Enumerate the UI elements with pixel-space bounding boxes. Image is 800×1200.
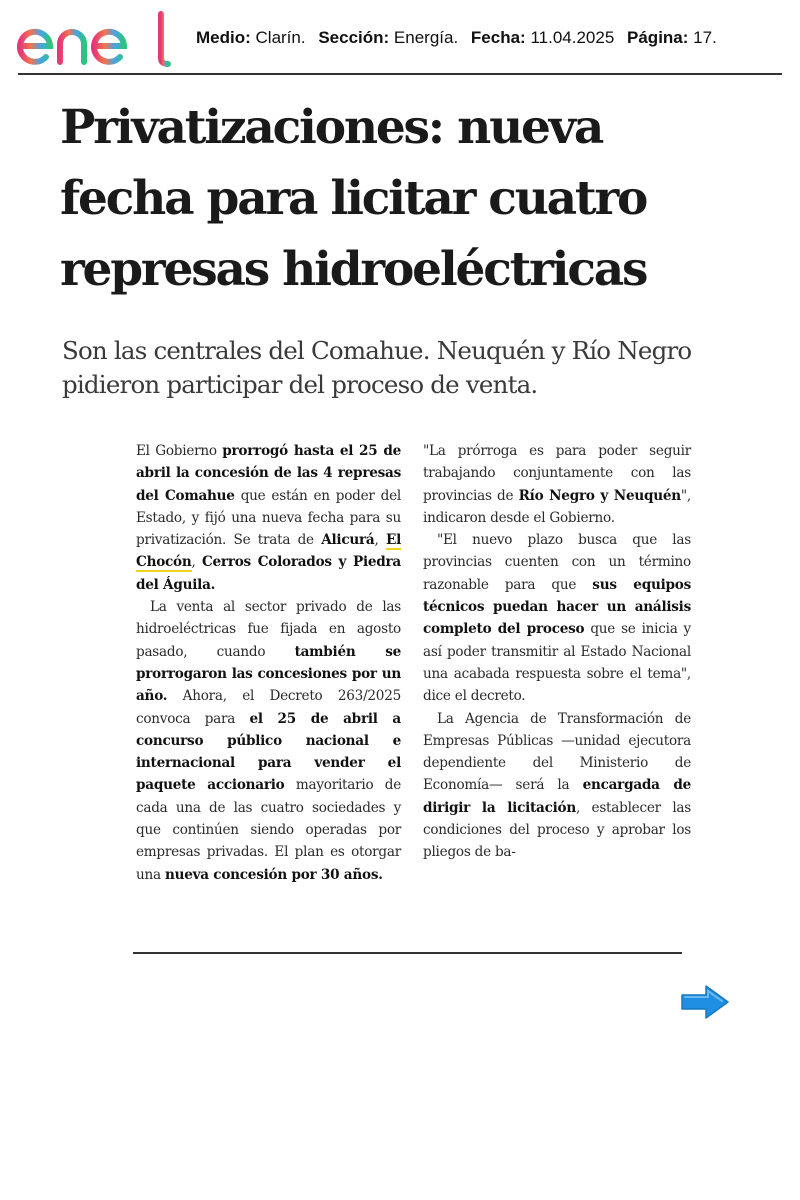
bold-text: prorrogó hasta el 25 de abril la concesión de las 4 represas del Comahue <box>136 443 401 504</box>
text-run: ", indicaron desde el Gobierno. <box>423 487 691 526</box>
article-paragraph <box>423 708 691 864</box>
article-bottom-divider <box>133 952 682 954</box>
headline-line-1: Privatizaciones: nueva <box>60 100 603 155</box>
text-run: "La prórroga es para poder seguir trabajando conjuntamente con las provincias de <box>423 443 691 504</box>
text-run: que se inicia y así poder transmitir al Estado Nacional una acabada respuesta sobre el tema", dice el decreto. <box>423 621 691 705</box>
headline-line-3: represas hidroeléctricas <box>60 242 647 297</box>
bold-text: nueva concesión por 30 años. <box>164 866 383 883</box>
text-run: La venta al sector privado de las hidroeléctricas fue fijada en agosto pasado, cuando <box>136 599 401 660</box>
text-run: "El nuevo plazo busca que las provincias cuenten con un término razonable para que <box>423 532 691 593</box>
article-headline <box>60 92 780 305</box>
text-run: que están en poder del Estado, y fijó una nueva fecha para su privatización. Se trata de <box>136 487 402 549</box>
subhead-line-1: Son las centrales del Comahue. Neuquén y Río Negro <box>62 336 692 365</box>
text-run: , establecer las condiciones del proceso y aprobar los pliegos de ba- <box>423 799 691 861</box>
pagina-label: Página: <box>627 28 689 47</box>
seccion-label: Sección: <box>318 28 390 47</box>
enel-logo-icon <box>16 8 176 70</box>
bold-text: sus equipos técnicos puedan hacer un análisis completo del proceso <box>423 576 691 638</box>
article-paragraph <box>423 529 691 707</box>
text-run: , <box>374 532 386 549</box>
highlighted-text: El Chocón <box>136 532 401 571</box>
header-divider <box>18 73 782 75</box>
bold-text: Alicurá <box>321 532 375 549</box>
pagina-value: 17. <box>693 28 717 47</box>
bold-text: encargada de dirigir la licitación <box>423 777 691 816</box>
fecha-label: Fecha: <box>470 28 526 47</box>
bold-text: también se prorrogaron las concesiones por un año. <box>136 643 401 705</box>
right-arrow-icon[interactable] <box>678 983 732 1021</box>
article-paragraph <box>136 440 401 596</box>
article-column-1 <box>136 440 401 886</box>
publication-meta <box>196 28 717 48</box>
text-run: mayoritario de cada una de las cuatro sociedades y que continúen siendo operadas por empresas privadas. El plan es otorgar una <box>136 777 401 883</box>
subhead-line-2: pidieron participar del proceso de venta. <box>62 370 538 399</box>
medio-value: Clarín. <box>255 28 306 47</box>
text-run: Ahora, el Decreto 263/2025 convoca para <box>136 688 401 727</box>
bold-text: Cerros Colorados y Piedra del Águila. <box>136 554 401 593</box>
headline-line-2: fecha para licitar cuatro <box>60 171 647 226</box>
enel-logo <box>16 8 176 70</box>
fecha-value: 11.04.2025 <box>530 28 615 47</box>
bold-text: Río Negro y Neuquén <box>518 487 681 504</box>
text-run: , <box>191 554 202 571</box>
seccion-value: Energía. <box>393 28 459 47</box>
article-paragraph <box>136 596 401 886</box>
text-run: La Agencia de Transformación de Empresas Públicas —unidad ejecutora dependiente del Ministerio de Economía— será la <box>423 710 691 794</box>
article-paragraph <box>423 440 691 529</box>
article-column-2 <box>423 440 691 864</box>
medio-label: Medio: <box>196 28 251 47</box>
article-subhead <box>62 334 782 402</box>
bold-text: el 25 de abril a concurso público nacional e internacional para vender el paquete accionario <box>136 710 401 794</box>
text-run: El Gobierno <box>136 443 223 459</box>
